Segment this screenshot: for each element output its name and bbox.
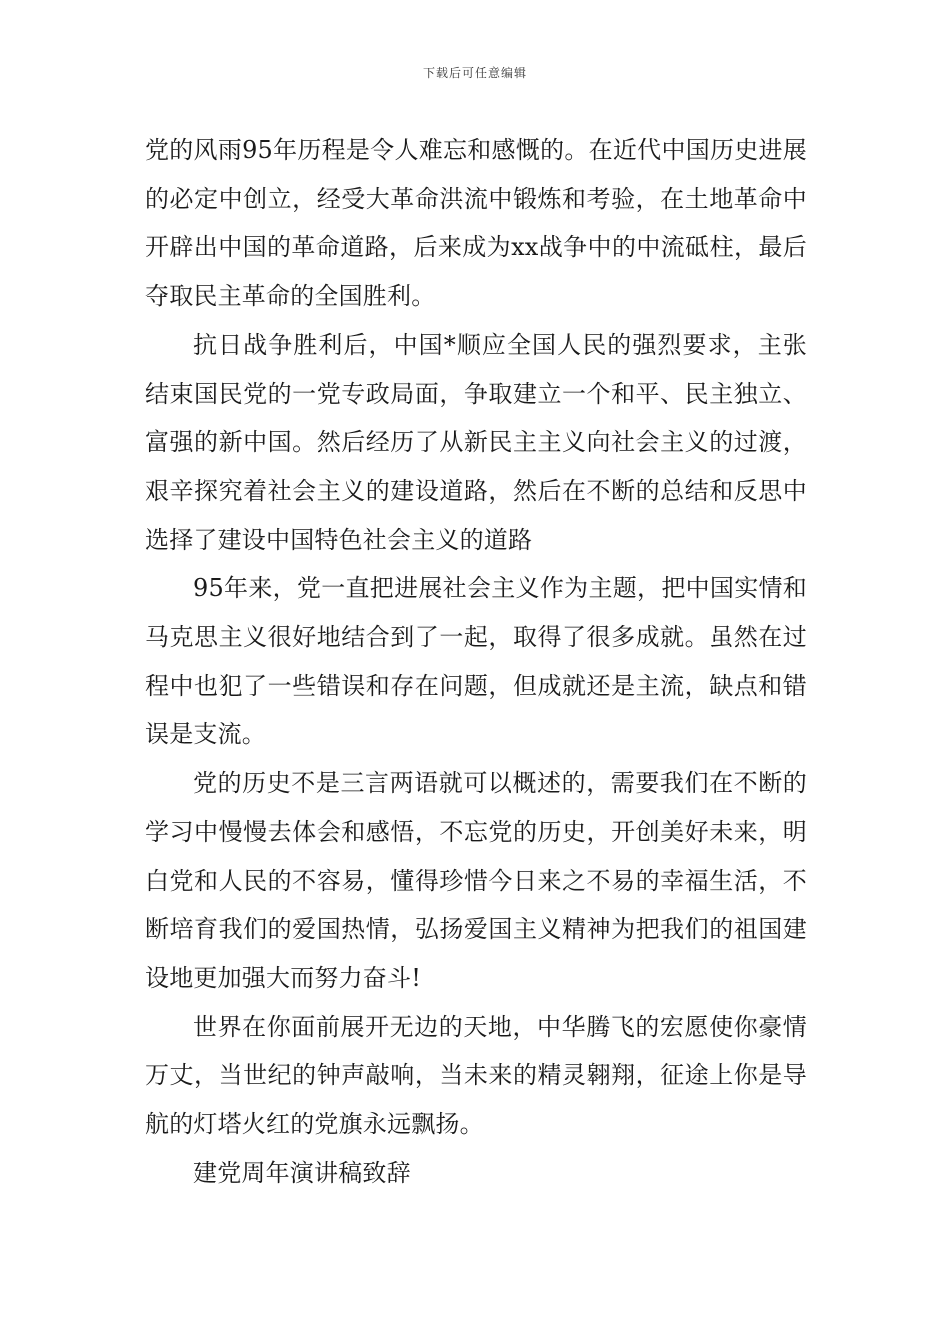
document-body bbox=[145, 126, 807, 1197]
paragraph-5: 世界在你面前展开无边的天地，中华腾飞的宏愿使你豪情万丈，当世纪的钟声敲响，当未来的精灵翱翔，征途上你是导航的灯塔火红的党旗永远飘扬。 bbox=[145, 1012, 807, 1139]
paragraph-1: 党的风雨95年历程是令人难忘和感慨的。在近代中国历史进展的必定中创立，经受大革命洪流中锻炼和考验，在土地革命中开辟出中国的革命道路，后来成为xx战争中的中流砥柱，最后夺取民主革命的全国胜利。 bbox=[145, 136, 807, 311]
paragraph-4: 党的历史不是三言两语就可以概述的，需要我们在不断的学习中慢慢去体会和感悟，不忘党的历史，开创美好未来，明白党和人民的不容易，懂得珍惜今日来之不易的幸福生活，不断培育我们的爱国热情，弘扬爱国主义精神为把我们的祖国建设地更加强大而努力奋斗! bbox=[145, 769, 807, 992]
paragraph-2: 抗日战争胜利后，中国*顺应全国人民的强烈要求，主张结束国民党的一党专政局面，争取建立一个和平、民主独立、富强的新中国。然后经历了从新民主主义向社会主义的过渡，艰辛探究着社会主义的建设道路，然后在不断的总结和反思中选择了建设中国特色社会主义的道路 bbox=[145, 330, 807, 554]
paragraph-3: 95年来，党一直把进展社会主义作为主题，把中国实情和马克思主义很好地结合到了一起，取得了很多成就。虽然在过程中也犯了一些错误和存在问题，但成就还是主流，缺点和错误是支流。 bbox=[145, 574, 807, 749]
page-header-note: 下载后可任意编辑 bbox=[422, 66, 527, 80]
section-heading: 建党周年演讲稿致辞 bbox=[193, 1158, 411, 1187]
